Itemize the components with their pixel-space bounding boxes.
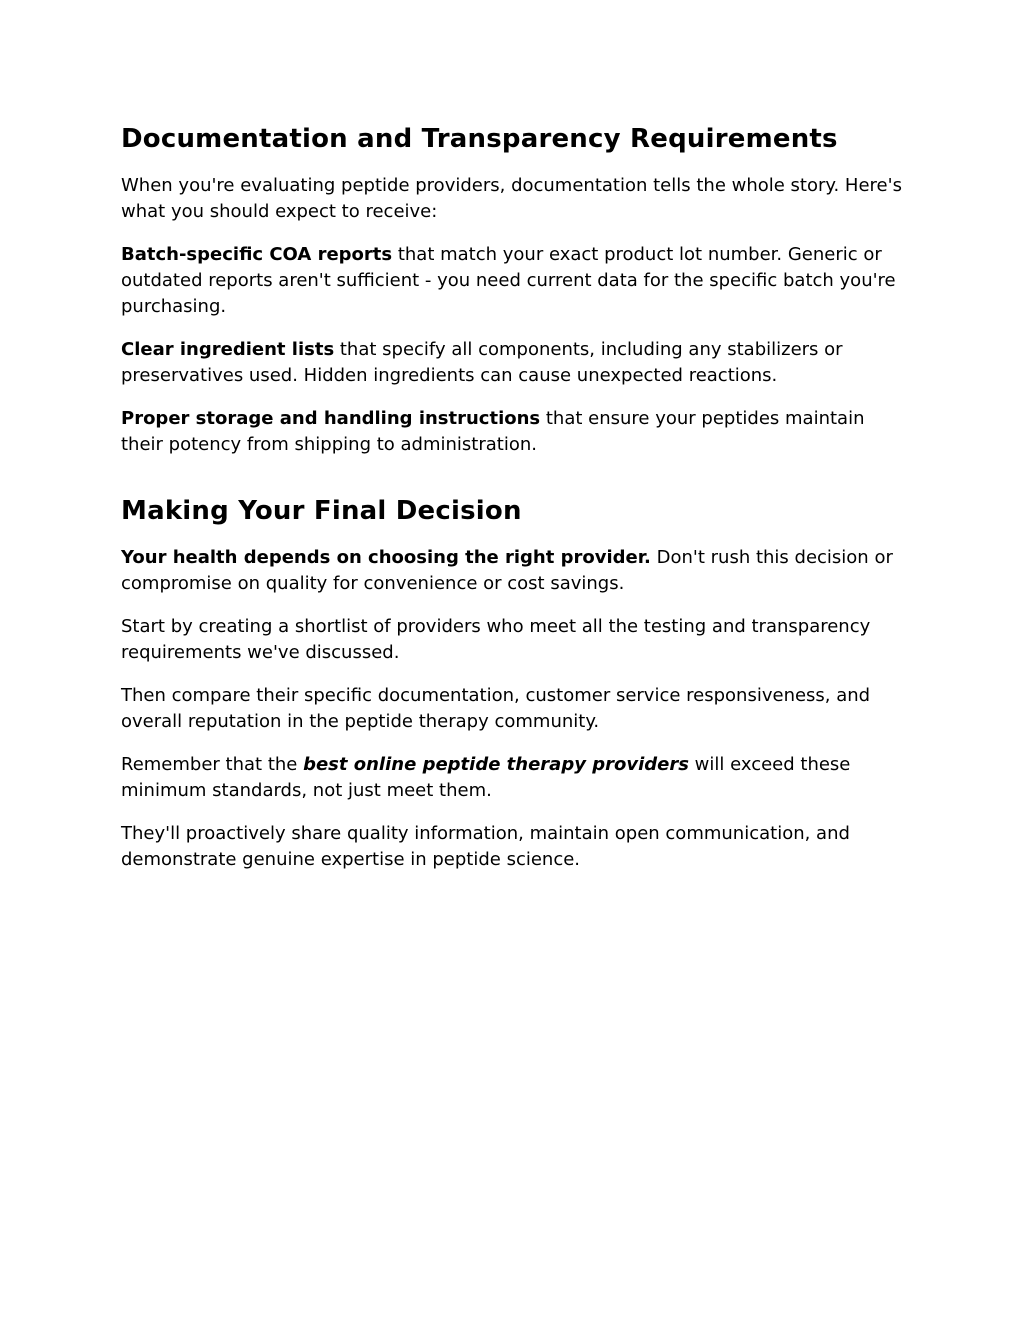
text-run: Don't rush this decision or compromise on quality for convenience or cost savings. (121, 547, 893, 594)
section-heading-final-decision: Making Your Final Decision (121, 496, 522, 526)
paragraph-health-depends (121, 545, 904, 597)
paragraph-proactive-quality (121, 821, 904, 873)
paragraph-best-providers (121, 752, 904, 804)
text-run-bold: Your health depends on choosing the right provider. (121, 547, 651, 568)
text-run-bold: Proper storage and handling instructions (121, 408, 541, 429)
text-run: Remember that the (121, 754, 304, 775)
paragraph-shortlist (121, 614, 904, 666)
paragraph-storage-handling (121, 406, 904, 458)
text-run-bold-italic: best online peptide therapy providers (303, 754, 689, 775)
text-run: will exceed these minimum standards, not just meet them. (121, 754, 851, 801)
paragraph-batch-specific-coa (121, 242, 904, 320)
text-run: They'll proactively share quality information, maintain open communication, and demonstrate genuine expertise in peptide science. (121, 823, 850, 870)
text-run-bold: Clear ingredient lists (121, 339, 335, 360)
text-run-bold: Batch-specific COA reports (121, 244, 393, 265)
text-run: that specify all components, including any stabilizers or preservatives used. Hidden ingredients can cause unexpected reactions. (121, 339, 843, 386)
text-run: When you're evaluating peptide providers, documentation tells the whole story. Here's what you should expect to receive: (121, 175, 902, 222)
text-run: that match your exact product lot number. Generic or outdated reports aren't sufficient - you need current data for the specific batch you're purchasing. (121, 244, 896, 317)
paragraph-evaluating-providers (121, 173, 904, 225)
paragraph-compare-documentation (121, 683, 904, 735)
section-heading-documentation-transparency: Documentation and Transparency Requirements (121, 124, 838, 154)
text-run: that ensure your peptides maintain their potency from shipping to administration. (121, 408, 865, 455)
text-run: Start by creating a shortlist of providers who meet all the testing and transparency requirements we've discussed. (121, 616, 871, 663)
paragraph-clear-ingredient-lists (121, 337, 904, 389)
text-run: Then compare their specific documentation, customer service responsiveness, and overall reputation in the peptide therapy community. (121, 685, 871, 732)
